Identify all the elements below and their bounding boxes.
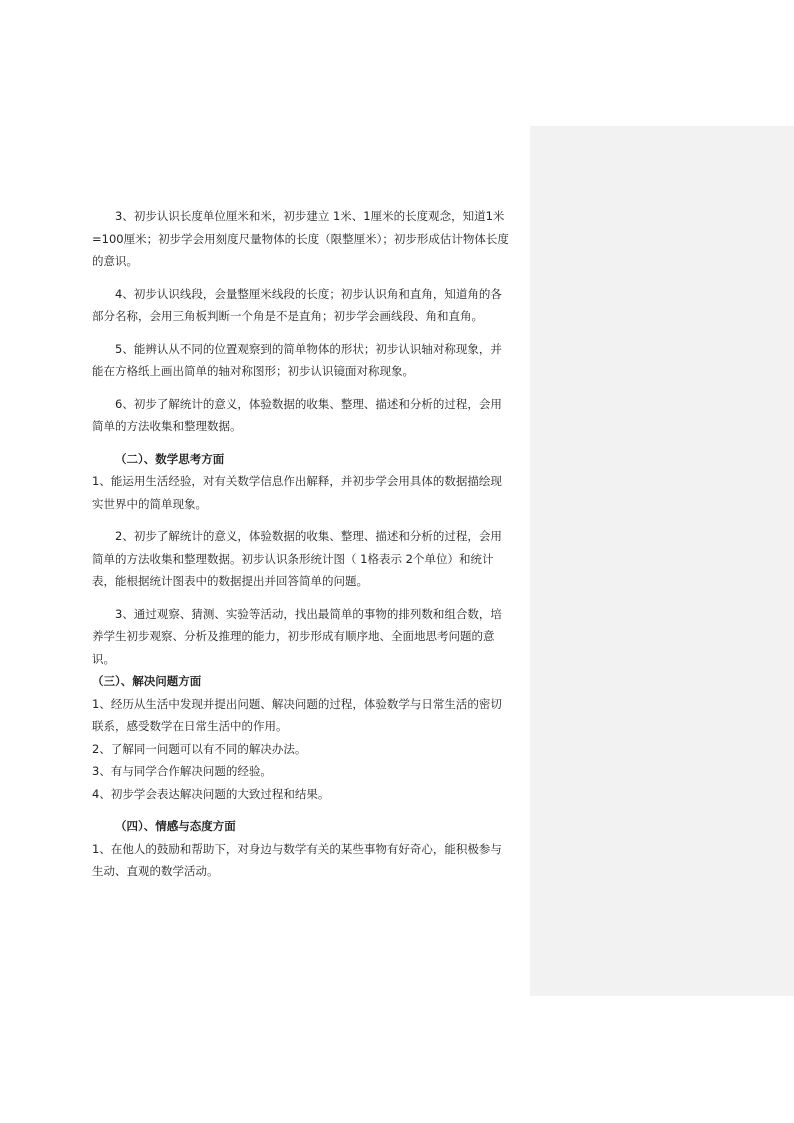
list-item: 4、初步学会表达解决问题的大致过程和结果。 [92,786,330,801]
comment-pane [530,126,794,996]
paragraph-statistics: 6、初步了解统计的意义，体验数据的收集、整理、描述和分析的过程，会用简单的方法收集和整理数据。 [92,396,502,433]
list-item: 1、经历从生活中发现并提出问题、解决问题的过程，体验数学与日常生活的密切联系，感受数学在日常生活中的作用。 [92,696,502,733]
section-heading-emotion-attitude: （四）、情感与态度方面 [115,819,236,833]
list-item: 1、在他人的鼓励和帮助下，对身边与数学有关的某些事物有好奇心，能积极参与生动、直观的数学活动。 [92,841,502,878]
paragraph-line-segments: 4、初步认识线段，会量整厘米线段的长度；初步认识角和直角，知道角的各部分名称，会用三角板判断一个角是不是直角；初步学会画线段、角和直角。 [92,286,502,323]
list-item: 2、初步了解统计的意义，体验数据的收集、整理、描述和分析的过程，会用简单的方法收集和整理数据。初步认识条形统计图（ 1格表示 2个单位）和统计表，能根据统计图表中的数据提出并回答简单的问题。 [92,529,502,588]
list-item: 1、能运用生活经验，对有关数学信息作出解释，并初步学会用具体的数据描绘现实世界中的简单现象。 [92,474,502,511]
list-item: 2、了解同一问题可以有不同的解决办法。 [92,741,307,756]
list-item: 3、通过观察、猜测、实验等活动，找出最简单的事物的排列数和组合数，培养学生初步观察、分析及推理的能力，初步形成有顺序地、全面地思考问题的意识。 [92,606,502,666]
list-item: 3、有与同学合作解决问题的经验。 [92,764,272,778]
paragraph-length-units: 3、初步认识长度单位厘米和米，初步建立 1米、1厘米的长度观念，知道1米=100厘米；初步学会用刻度尺量物体的长度（限整厘米）；初步形成估计物体长度的意识。 [92,209,509,268]
paragraph-observation-symmetry: 5、能辨认从不同的位置观察到的简单物体的形状；初步认识轴对称现象，并能在方格纸上画出简单的轴对称图形；初步认识镜面对称现象。 [92,341,502,378]
section-heading-problem-solving: （三）、解决问题方面 [92,674,202,688]
document-body [92,205,512,883]
section-heading-math-thinking: （二）、数学思考方面 [115,451,225,466]
